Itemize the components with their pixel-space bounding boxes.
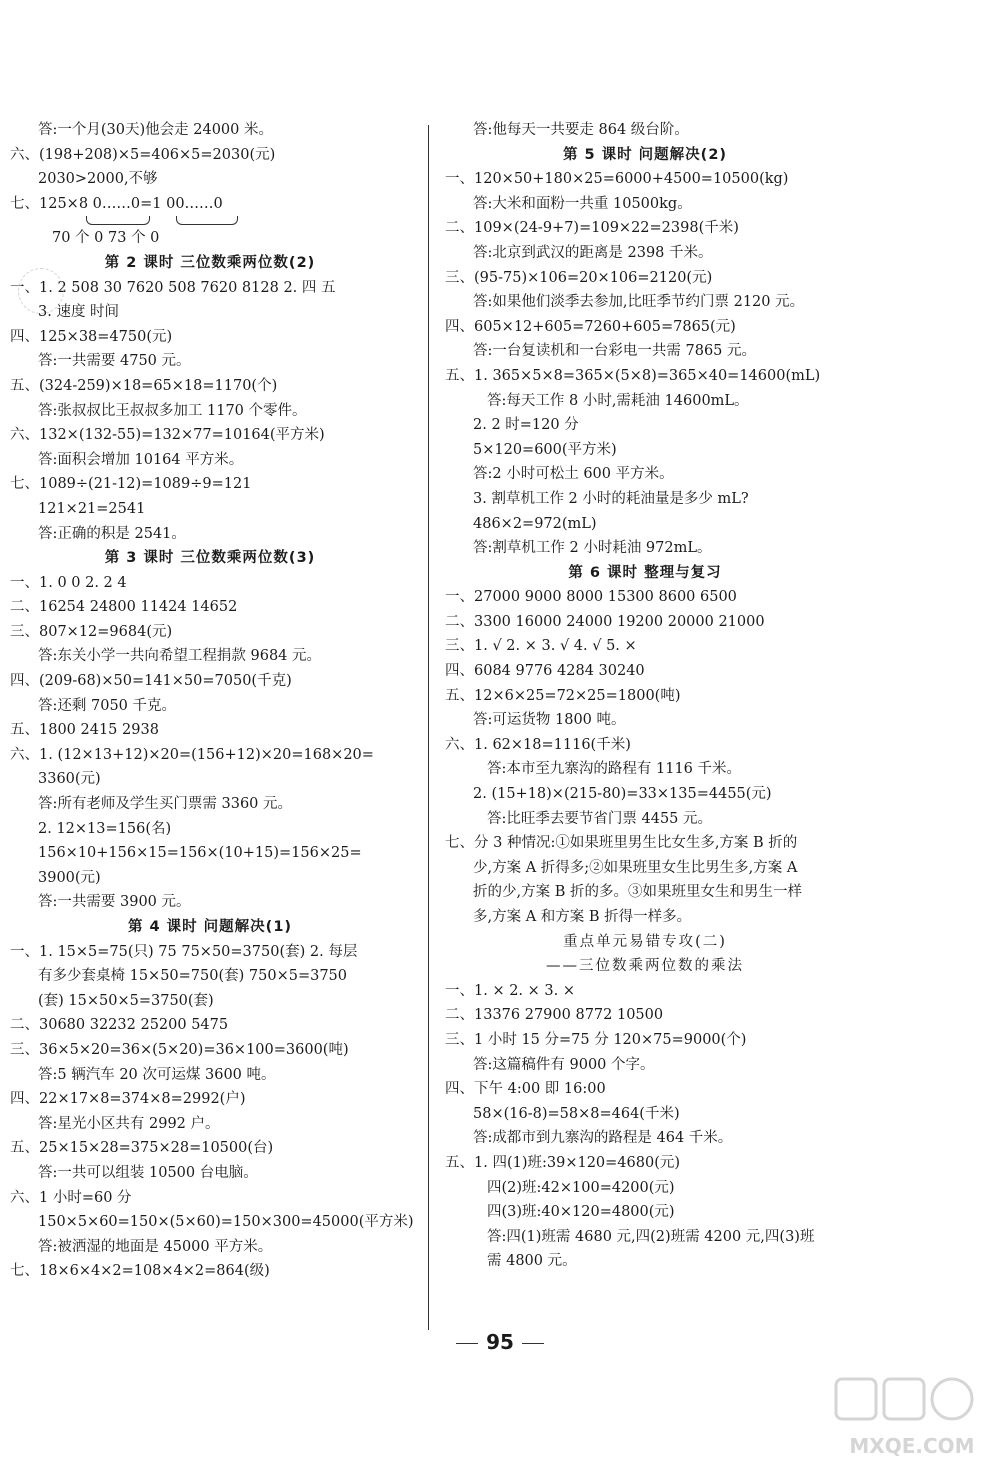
answer-line: 七、1089÷(21-12)=1089÷9=121 xyxy=(10,476,252,493)
answer-line: 70 个 0 73 个 0 xyxy=(52,230,160,247)
page-number-text: 95 xyxy=(486,1330,514,1354)
answer-line: 折的少,方案 B 折的多。③如果班里女生和男生一样 xyxy=(473,884,802,901)
answer-line: 四、6084 9776 4284 30240 xyxy=(445,663,645,680)
answer-line: 三、1 小时 15 分=75 分 120×75=9000(个) xyxy=(445,1031,747,1048)
answer-line: 多,方案 A 和方案 B 折得一样多。 xyxy=(473,909,692,925)
answer-line: 答:一共需要 4750 元。 xyxy=(38,353,191,370)
answer-line: 五、1. 365×5×8=365×(5×8)=365×40=14600(mL) xyxy=(445,367,821,384)
answer-line: 答:正确的积是 2541。 xyxy=(38,525,186,542)
answer-line: 答:成都市到九寨沟的路程是 464 千米。 xyxy=(473,1130,733,1147)
answer-line: 一、120×50+180×25=6000+4500=10500(kg) xyxy=(445,171,789,188)
answer-line: 一、27000 9000 8000 15300 8600 6500 xyxy=(445,589,737,606)
answer-line: 四、下午 4:00 即 16:00 xyxy=(445,1081,606,1098)
answer-line: 2. (15+18)×(215-80)=33×135=4455(元) xyxy=(473,786,772,803)
answer-line: 答:本市至九寨沟的路程有 1116 千米。 xyxy=(487,761,742,778)
answer-line: 答:面积会增加 10164 平方米。 xyxy=(38,451,244,468)
answer-line: 答:四(1)班需 4680 元,四(2)班需 4200 元,四(3)班 xyxy=(487,1228,815,1245)
answer-line: 3360(元) xyxy=(38,771,101,788)
answer-line: 二、109×(24-9+7)=109×22=2398(千米) xyxy=(445,220,739,237)
answer-line: 一、1. 0 0 2. 2 4 xyxy=(10,574,127,591)
section-heading: 第 3 课时 三位数乘两位数(3) xyxy=(104,550,316,567)
answer-line: 四、605×12+605=7260+605=7865(元) xyxy=(445,318,736,335)
answer-line: 答:如果他们淡季去参加,比旺季节约门票 2120 元。 xyxy=(473,294,805,311)
answer-line: 六、132×(132-55)=132×77=10164(平方米) xyxy=(10,427,325,444)
answer-line: 答:东关小学一共向希望工程捐款 9684 元。 xyxy=(38,648,322,665)
answer-line: 答:一个月(30天)他会走 24000 米。 xyxy=(38,122,273,138)
answer-line: 58×(16-8)=58×8=464(千米) xyxy=(473,1105,680,1122)
answer-line: 五、1800 2415 2938 xyxy=(10,722,159,739)
answer-line: 五、25×15×28=375×28=10500(台) xyxy=(10,1140,274,1157)
faint-stamp-mark xyxy=(18,268,64,314)
answer-line: 3. 割草机工作 2 小时的耗油量是多少 mL? xyxy=(473,490,749,507)
column-divider xyxy=(428,125,429,1330)
answer-line: 答:星光小区共有 2992 户。 xyxy=(38,1115,220,1132)
answer-line: 答:割草机工作 2 小时耗油 972mL。 xyxy=(473,540,712,557)
answer-line: 答:5 辆汽车 20 次可运煤 3600 吨。 xyxy=(38,1066,276,1083)
answer-line: 答:一台复读机和一台彩电一共需 7865 元。 xyxy=(473,343,757,360)
answer-line: 答:2 小时可松土 600 平方米。 xyxy=(473,466,674,483)
answer-line: 3900(元) xyxy=(38,869,101,886)
answer-line: 三、36×5×20=36×(5×20)=36×100=3600(吨) xyxy=(10,1041,349,1058)
answer-line: 四(3)班:40×120=4800(元) xyxy=(487,1204,675,1221)
answer-line: 一、1. × 2. × 3. × xyxy=(445,982,575,999)
answer-line: 四(2)班:42×100=4200(元) xyxy=(487,1179,675,1196)
watermark-logo xyxy=(832,1375,992,1465)
right-column xyxy=(445,118,845,1274)
answer-line: 150×5×60=150×(5×60)=150×300=45000(平方米) xyxy=(38,1214,414,1231)
answer-line: 答:被洒湿的地面是 45000 平方米。 xyxy=(38,1238,273,1255)
answer-line: 2030>2000,不够 xyxy=(38,171,158,188)
answer-line: 答:比旺季去要节省门票 4455 元。 xyxy=(487,810,713,827)
answer-line: 答:每天工作 8 小时,需耗油 14600mL。 xyxy=(487,392,749,409)
answer-line: 三、807×12=9684(元) xyxy=(10,623,173,640)
answer-line: 121×21=2541 xyxy=(38,500,146,517)
answer-line: 2. 2 时=120 分 xyxy=(473,417,579,434)
answer-line: 六、1. 62×18=1116(千米) xyxy=(445,736,631,753)
page-number xyxy=(0,1330,1000,1354)
answer-line: 六、1 小时=60 分 xyxy=(10,1189,132,1206)
answer-line: 有多少套桌椅 15×50=750(套) 750×5=3750 xyxy=(38,968,348,985)
answer-line: 答:北京到武汉的距离是 2398 千米。 xyxy=(473,244,713,261)
underbrace-row xyxy=(10,216,410,226)
watermark-text: MXQE.COM xyxy=(849,1434,975,1458)
answer-line: 486×2=972(mL) xyxy=(473,515,597,532)
answer-line: (套) 15×50×5=3750(套) xyxy=(38,992,214,1009)
section-heading: 第 6 课时 整理与复习 xyxy=(568,564,722,581)
answer-line: 答:一共可以组装 10500 台电脑。 xyxy=(38,1164,258,1181)
section-heading: 第 5 课时 问题解决(2) xyxy=(562,146,728,163)
answer-line: 三、(95-75)×106=20×106=2120(元) xyxy=(445,269,713,286)
page-number-dash-left xyxy=(456,1343,478,1344)
answer-line: 五、1. 四(1)班:39×120=4680(元) xyxy=(445,1154,681,1171)
answer-line: 答:他每天一共要走 864 级台阶。 xyxy=(473,122,689,138)
section-heading: ——三位数乘两位数的乘法 xyxy=(546,958,744,975)
underbrace xyxy=(176,216,238,225)
answer-line: 答:一共需要 3900 元。 xyxy=(38,894,191,911)
answer-line: 三、1. √ 2. × 3. √ 4. √ 5. × xyxy=(445,638,637,655)
section-heading: 第 2 课时 三位数乘两位数(2) xyxy=(104,254,316,271)
answer-line: 少,方案 A 折得多;②如果班里女生比男生多,方案 A xyxy=(473,859,798,876)
answer-line: 一、1. 15×5=75(只) 75 75×50=3750(套) 2. 每层 xyxy=(10,943,358,960)
answer-line: 四、125×38=4750(元) xyxy=(10,328,173,345)
answer-line: 五、(324-259)×18=65×18=1170(个) xyxy=(10,377,278,394)
answer-line: 四、22×17×8=374×8=2992(户) xyxy=(10,1091,246,1108)
answer-line: 二、13376 27900 8772 10500 xyxy=(445,1007,664,1024)
answer-line: 156×10+156×15=156×(10+15)=156×25= xyxy=(38,845,362,862)
section-heading: 重点单元易错专攻(二) xyxy=(563,933,727,950)
answer-line: 答:大米和面粉一共重 10500kg。 xyxy=(473,195,692,212)
answer-line: 答:张叔叔比王叔叔多加工 1170 个零件。 xyxy=(38,402,307,419)
answer-line: 3. 速度 时间 xyxy=(38,304,120,321)
answer-line: 四、(209-68)×50=141×50=7050(千克) xyxy=(10,673,292,690)
answer-line: 六、1. (12×13+12)×20=(156+12)×20=168×20= xyxy=(10,746,374,763)
answer-line: 答:可运货物 1800 吨。 xyxy=(473,712,626,729)
underbrace xyxy=(86,216,150,225)
answer-line: 答:所有老师及学生买门票需 3360 元。 xyxy=(38,796,293,813)
answer-line: 答:还剩 7050 千克。 xyxy=(38,697,177,714)
answer-line: 七、18×6×4×2=108×4×2=864(级) xyxy=(10,1263,270,1280)
section-heading: 第 4 课时 问题解决(1) xyxy=(127,919,293,935)
answer-line: 二、16254 24800 11424 14652 xyxy=(10,599,238,616)
answer-line: 六、(198+208)×5=406×5=2030(元) xyxy=(10,146,276,163)
answer-line: 七、125×8 0……0=1 00……0 xyxy=(10,195,223,212)
answer-line: 答:这篇稿件有 9000 个字。 xyxy=(473,1056,655,1073)
answer-line: 五、12×6×25=72×25=1800(吨) xyxy=(445,687,681,704)
answer-line: 一、1. 2 508 30 7620 508 7620 8128 2. 四 五 xyxy=(10,279,336,296)
answer-line: 5×120=600(平方米) xyxy=(473,441,617,458)
answer-line: 需 4800 元。 xyxy=(487,1253,577,1270)
page-number-dash-right xyxy=(522,1343,544,1344)
left-column xyxy=(10,118,414,1284)
answer-line: 2. 12×13=156(名) xyxy=(38,820,172,837)
answer-line: 二、3300 16000 24000 19200 20000 21000 xyxy=(445,613,765,630)
answer-line: 二、30680 32232 25200 5475 xyxy=(10,1017,229,1034)
answer-line: 七、分 3 种情况:①如果班里男生比女生多,方案 B 折的 xyxy=(445,835,798,852)
